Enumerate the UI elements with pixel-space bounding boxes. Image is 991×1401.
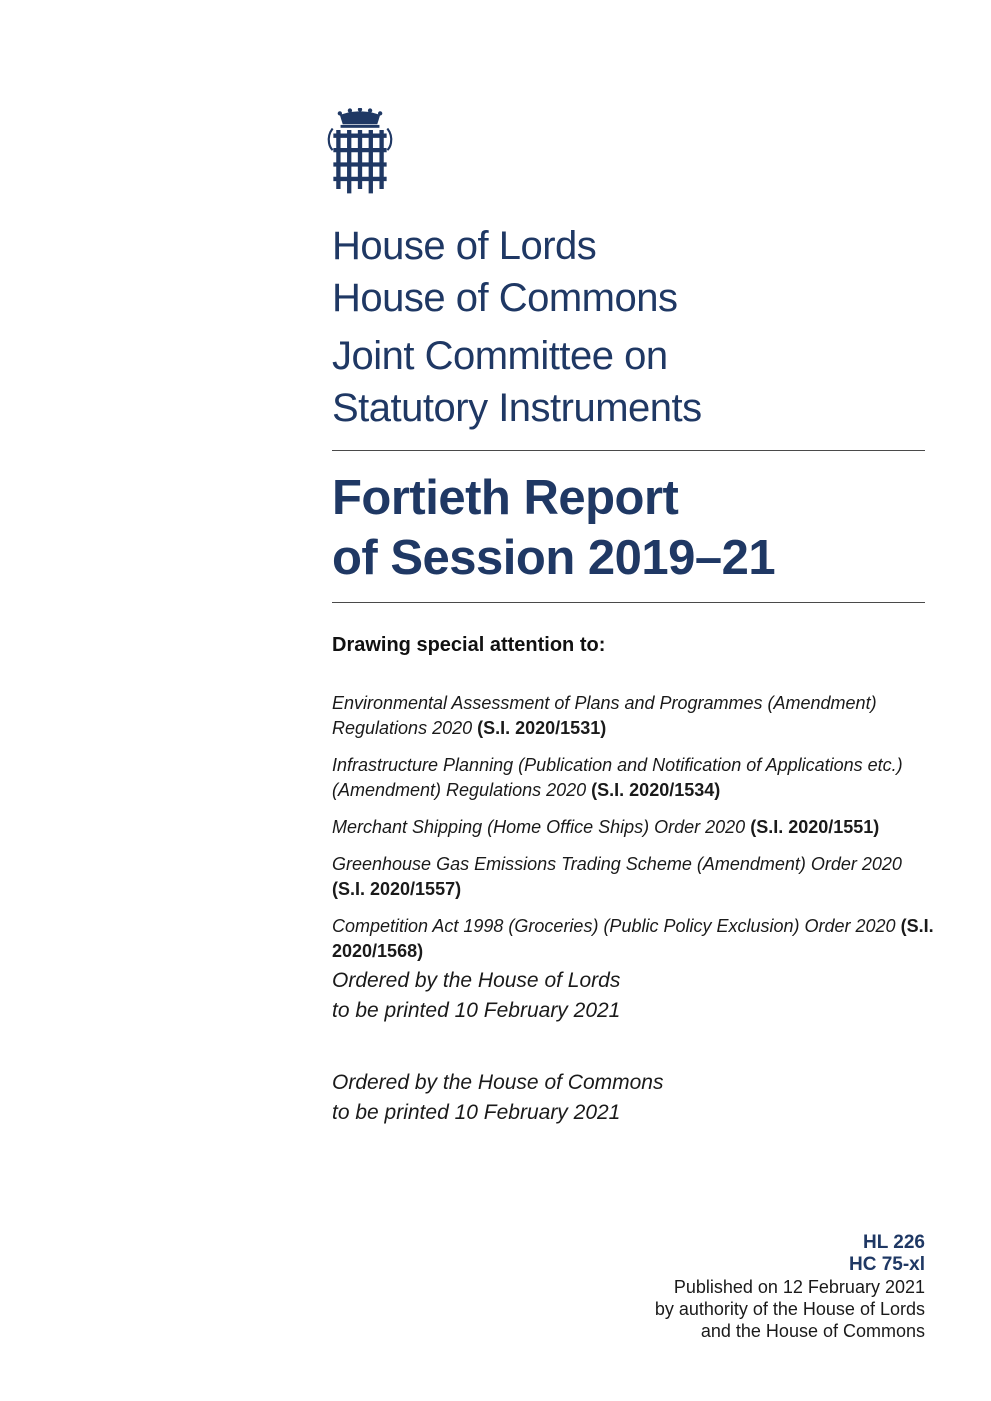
instrument-title: Environmental Assessment of Plans and Programmes (Amendment) Regulations 2020 <box>332 693 877 738</box>
divider-bottom <box>332 602 925 603</box>
divider-top <box>332 450 925 451</box>
imprint-block <box>655 1232 925 1342</box>
order-commons-line1: Ordered by the House of Commons <box>332 1071 664 1094</box>
instrument-title: Greenhouse Gas Emissions Trading Scheme (Amendment) Order 2020 <box>332 854 902 874</box>
instrument-item <box>332 753 938 803</box>
instrument-item <box>332 914 938 964</box>
house-of-commons-heading: House of Commons <box>332 276 678 320</box>
instrument-si-number: (S.I. 2020/1551) <box>750 817 880 837</box>
instrument-si-number: (S.I. 2020/1557) <box>332 879 462 899</box>
instrument-si-number: (S.I. 2020/1531) <box>477 718 607 738</box>
hl-reference: HL 226 <box>863 1232 925 1253</box>
instrument-item <box>332 691 938 741</box>
attention-heading: Drawing special attention to: <box>332 634 606 656</box>
instrument-si-number: (S.I. 2020/1534) <box>591 780 721 800</box>
authority-line1: by authority of the House of Lords <box>654 1299 925 1319</box>
header-block <box>332 220 702 434</box>
report-title-line2: of Session 2019–21 <box>332 531 776 585</box>
report-title-line1: Fortieth Report <box>332 471 679 525</box>
order-lords-line1: Ordered by the House of Lords <box>332 969 621 992</box>
report-title <box>332 468 775 588</box>
order-house-of-lords <box>332 966 620 1026</box>
instrument-item <box>332 852 938 902</box>
instrument-item <box>332 815 938 840</box>
committee-name-line1: Joint Committee on <box>332 334 668 378</box>
hc-reference: HC 75-xl <box>848 1254 925 1275</box>
attention-section <box>332 634 938 976</box>
order-lords-line2: to be printed 10 February 2021 <box>332 999 621 1022</box>
instrument-si-number: (S.I. 2020/1568) <box>332 916 934 961</box>
authority-line2: and the House of Commons <box>700 1321 925 1341</box>
order-house-of-commons <box>332 1068 664 1128</box>
instrument-title: Infrastructure Planning (Publication and Notification of Applications etc.) (Amendment) Regulations 2020 <box>332 755 903 800</box>
portcullis-crown-icon <box>324 108 396 198</box>
instrument-title: Merchant Shipping (Home Office Ships) Order 2020 <box>332 817 746 837</box>
published-date: Published on 12 February 2021 <box>673 1277 925 1297</box>
instrument-title: Competition Act 1998 (Groceries) (Public Policy Exclusion) Order 2020 <box>332 916 896 936</box>
committee-name-line2: Statutory Instruments <box>332 386 702 430</box>
order-commons-line2: to be printed 10 February 2021 <box>332 1101 621 1124</box>
house-of-lords-heading: House of Lords <box>332 224 597 268</box>
